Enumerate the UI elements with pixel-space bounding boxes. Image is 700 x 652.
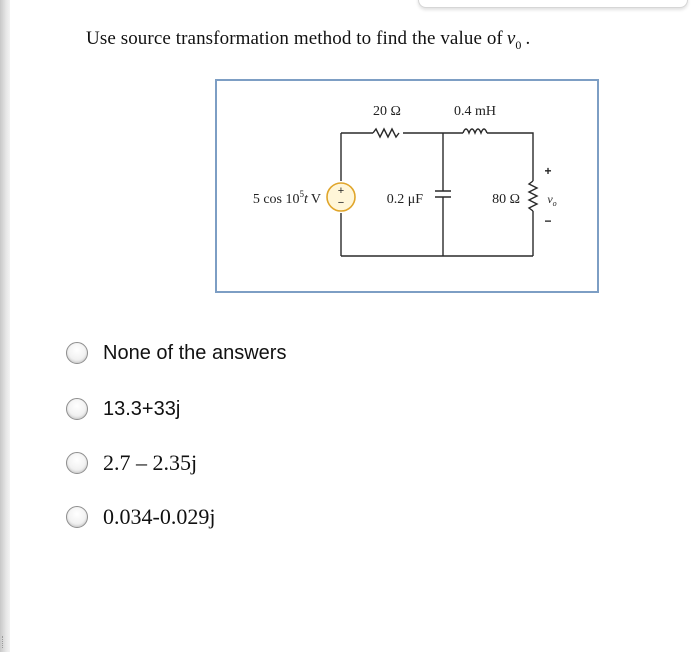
source-label-t: t [303,192,308,207]
question-period: . [525,28,531,49]
option-label: 13.3+33j [103,398,181,420]
option-label: None of the answers [103,342,287,364]
source-label-exp: 5 [299,189,304,199]
source-label [253,189,321,207]
circuit-figure [215,79,599,293]
capacitor-label: 0.2 μF [386,192,423,207]
capacitor-icon [435,191,451,197]
radio-button[interactable] [66,398,88,420]
resistor-80-label: 80 Ω [492,192,520,207]
radio-button[interactable] [66,452,88,474]
radio-button[interactable] [66,342,88,364]
question-variable: $v_0$ [506,28,522,52]
window-left-edge [0,0,10,652]
source-label-unit: V [310,192,321,207]
inductor-icon [463,129,487,133]
top-panel-edge [418,0,688,8]
wire-top-right [487,133,533,181]
vo-minus: − [544,214,552,228]
resistor-20-label: 20 Ω [373,104,401,119]
resistor-20-icon [373,129,399,137]
inductor-label: 0.4 mH [454,104,496,119]
resistor-80-icon [529,181,537,211]
source-label-text: 5 cos 10 [252,192,300,207]
circuit-diagram [217,81,601,295]
question-text [86,28,530,53]
option-label: 0.034-0.029j [103,504,216,529]
question-prompt: Use source transformation method to find the value of [86,28,503,49]
vo-label: $v_o$ [547,192,557,208]
radio-button[interactable] [66,506,88,528]
vo-plus: + [544,164,552,178]
option-label: 2.7 – 2.35j [103,450,198,475]
source-plus: + [337,185,345,197]
source-minus: − [337,197,345,209]
edge-marker [2,636,5,648]
